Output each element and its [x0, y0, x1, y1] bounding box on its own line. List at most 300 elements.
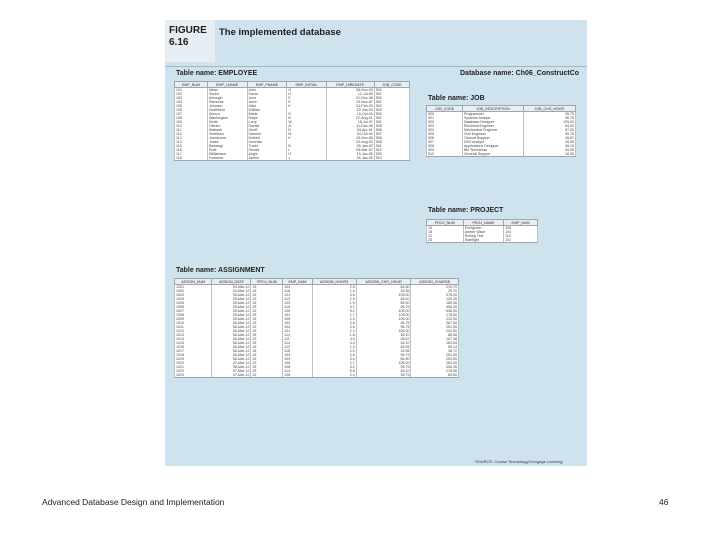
table-cell: 107.48 — [411, 337, 459, 341]
table-cell: 22 — [251, 297, 283, 301]
table-cell: 501 — [374, 120, 409, 124]
table-cell: 25 — [251, 313, 283, 317]
table-cell: 05-Mar-12 — [212, 297, 251, 301]
table-cell: 04-Apr-91 — [326, 128, 374, 132]
table-cell: 163.54 — [411, 341, 459, 345]
table-cell: 15 — [251, 293, 283, 297]
table-cell: B — [287, 116, 326, 120]
table-cell: 35.75 — [523, 112, 575, 117]
table-cell: 510 — [427, 152, 463, 157]
table-cell: 06-Mar-12 — [212, 325, 251, 329]
table-cell: 25.70 — [411, 289, 459, 293]
table-cell: Johnson — [207, 104, 247, 108]
table-cell: 55.78 — [523, 132, 575, 136]
table-cell: 15 — [251, 301, 283, 305]
table-cell: 06-Mar-12 — [212, 337, 251, 341]
table-cell: 12-Jul-89 — [326, 92, 374, 96]
table-cell: 84.50 — [356, 285, 411, 290]
table-cell: 2.0 — [312, 317, 356, 321]
table-cell: 101 — [175, 88, 208, 93]
table-cell: 26.87 — [356, 337, 411, 341]
table-cell: Programmer — [462, 112, 523, 117]
figure-label-word: FIGURE — [169, 25, 207, 36]
table-cell: 22-Jun-04 — [326, 108, 374, 112]
table-cell: 101 — [504, 238, 538, 243]
table-cell: 104 — [283, 353, 312, 357]
table-cell: 18.36 — [356, 349, 411, 353]
table-cell: 507 — [374, 132, 409, 136]
table-cell: 19-Jun-96 — [326, 152, 374, 156]
table-cell: 1012 — [175, 329, 212, 333]
table-cell: 18 — [251, 345, 283, 349]
project-table — [426, 219, 538, 243]
table-cell: 115 — [175, 144, 208, 148]
table-cell: 105.00 — [523, 120, 575, 124]
table-cell: 105.00 — [356, 361, 411, 365]
table-cell: 502 — [427, 120, 463, 124]
table-cell: 105.00 — [356, 329, 411, 333]
table-cell: 114 — [175, 140, 208, 144]
column-header: ASSIGN_DATE — [212, 279, 251, 285]
table-cell: 2.6 — [312, 285, 356, 290]
table-cell: Database Designer — [462, 120, 523, 124]
project-table-label: Table name: PROJECT — [428, 207, 504, 214]
table-cell: 07-Mar-12 — [212, 373, 251, 378]
table-cell: B — [287, 128, 326, 132]
table-cell: 05-Mar-12 — [212, 301, 251, 305]
table-cell: Gerald — [247, 148, 287, 152]
table-cell: 104 — [504, 230, 538, 234]
column-header: PROJ_NAME — [463, 220, 503, 226]
table-cell: 506 — [427, 136, 463, 140]
table-cell: 06-Mar-12 — [212, 349, 251, 353]
table-cell: 508 — [427, 144, 463, 148]
table-cell: Bio Technician — [462, 148, 523, 152]
source-credit: SOURCE: Course Technology/Cengage Learning — [475, 459, 563, 464]
table-cell: H — [287, 92, 326, 96]
table-cell: Mechanical Engineer — [462, 128, 523, 132]
table-cell: 1014 — [175, 337, 212, 341]
column-header: ASSIGN_HOURS — [312, 279, 356, 285]
table-cell: 503 — [427, 124, 463, 128]
table-cell: 105 — [283, 361, 312, 365]
table-cell: 506 — [374, 128, 409, 132]
column-header: ASSIGN_CHARGE — [411, 279, 459, 285]
database-name: Database name: Ch06_ConstructCo — [460, 70, 580, 77]
table-cell: Olenko — [207, 124, 247, 128]
table-cell: 22 — [251, 361, 283, 365]
table-cell: 509 — [374, 152, 409, 156]
table-cell: 25 — [251, 333, 283, 337]
table-cell: 3.8 — [312, 321, 356, 325]
table-cell: 18 — [251, 349, 283, 353]
table-cell: 1019 — [175, 357, 212, 361]
table-cell: 15-Nov-96 — [326, 136, 374, 140]
table-cell: 106 — [283, 373, 312, 378]
job-table-label: Table name: JOB — [428, 95, 485, 102]
table-cell: 1.7 — [312, 313, 356, 317]
table-cell: 1007 — [175, 309, 212, 313]
table-cell: 500 — [374, 108, 409, 112]
table-cell: Clerical Support — [462, 136, 523, 140]
table-cell: H — [287, 152, 326, 156]
assignment-table-label: Table name: ASSIGNMENT — [176, 267, 265, 274]
table-cell: David — [247, 92, 287, 96]
table-cell: 251.55 — [411, 353, 459, 357]
table-cell: 1017 — [175, 349, 212, 353]
table-cell: 120.25 — [411, 297, 459, 301]
table-cell: 96.75 — [356, 365, 411, 369]
page-number: 46 — [659, 497, 669, 507]
table-cell: 102 — [175, 92, 208, 96]
table-cell: 1018 — [175, 353, 212, 357]
table-cell: 114 — [283, 341, 312, 345]
table-cell: 1023 — [175, 373, 212, 378]
table-cell: 510 — [374, 148, 409, 152]
table-cell: 84.50 — [356, 357, 411, 361]
column-header: EMP_INITIAL — [287, 82, 326, 88]
table-row — [427, 152, 576, 157]
table-cell: Pratt — [207, 148, 247, 152]
table-cell: 15 — [251, 317, 283, 321]
table-cell: K — [287, 104, 326, 108]
table-cell: 113 — [504, 234, 538, 238]
table-cell: 509 — [427, 148, 463, 152]
table-cell: 10-Oct-93 — [326, 112, 374, 116]
table-cell: Geoff — [247, 128, 287, 132]
figure-number: 6.16 — [169, 37, 189, 48]
table-cell: 25 — [251, 305, 283, 309]
table-cell: 251.55 — [411, 325, 459, 329]
table-cell: 103 — [283, 301, 312, 305]
table-cell: 1010 — [175, 321, 212, 325]
table-cell: 48.10 — [356, 333, 411, 337]
table-cell: Gerald — [247, 124, 287, 128]
table-cell: 111 — [283, 337, 312, 341]
table-cell: 06-Mar-12 — [212, 329, 251, 333]
table-cell: 501 — [374, 144, 409, 148]
table-cell: 15 — [427, 226, 464, 231]
table-cell: 3.0 — [312, 357, 356, 361]
table-cell: 283.50 — [411, 361, 459, 365]
table-cell: 05-Mar-12 — [212, 317, 251, 321]
figure-title: The implemented database — [219, 27, 341, 38]
table-cell: 105 — [175, 104, 208, 108]
table-cell: 113 — [283, 297, 312, 301]
table-cell: James — [247, 156, 287, 161]
table-cell: 23-Oct-94 — [326, 132, 374, 136]
table-cell: J — [287, 156, 326, 161]
column-header: JOB_CHG_HOUR — [523, 106, 575, 112]
table-cell: 117 — [175, 152, 208, 156]
table-cell: 101 — [283, 313, 312, 317]
table-cell: 108 — [283, 365, 312, 369]
table-cell: 103 — [175, 96, 208, 100]
table-cell: Smith — [207, 120, 247, 124]
table-cell: 3.4 — [312, 341, 356, 345]
table-cell: 2.5 — [312, 297, 356, 301]
table-cell: Bawangi — [207, 144, 247, 148]
table-cell: 18.36 — [523, 152, 575, 157]
table-cell: 18 — [251, 289, 283, 293]
table-cell: 278.98 — [411, 369, 459, 373]
table-cell: K — [287, 136, 326, 140]
table-cell: 2.7 — [312, 361, 356, 365]
table-cell: 1002 — [175, 289, 212, 293]
table-cell: 06-Mar-12 — [212, 341, 251, 345]
table-cell: 07-Mar-12 — [212, 369, 251, 373]
table-cell: 04-Mar-12 — [212, 285, 251, 290]
table-cell: 1005 — [175, 301, 212, 305]
table-cell: 96.75 — [356, 325, 411, 329]
table-cell: 118 — [283, 349, 312, 353]
table-cell: 1011 — [175, 325, 212, 329]
table-cell: 25-Jan-92 — [326, 144, 374, 148]
table-cell: Frommer — [207, 156, 247, 161]
table-cell: 500 — [374, 112, 409, 116]
table-cell: Smithson — [207, 132, 247, 136]
table-cell: 20-Aug-93 — [326, 140, 374, 144]
table-cell: 378.00 — [411, 293, 459, 297]
table-cell: 367.65 — [411, 321, 459, 325]
table-cell: Anne — [247, 100, 287, 104]
table-cell: 105 — [283, 317, 312, 321]
table-cell: 108 — [175, 116, 208, 120]
table-cell: 25 — [251, 365, 283, 369]
table-cell: M — [287, 132, 326, 136]
table-cell: 26.87 — [523, 136, 575, 140]
table-cell: 501 — [374, 116, 409, 120]
table-cell: W — [287, 120, 326, 124]
table-cell: 105.00 — [356, 313, 411, 317]
table-cell: 112 — [175, 132, 208, 136]
table-cell: 2.4 — [312, 373, 356, 378]
table-cell: 500 — [427, 112, 463, 117]
table-cell: 15 — [251, 329, 283, 333]
table-cell: 22 — [251, 373, 283, 378]
table-cell: 96.75 — [356, 305, 411, 309]
table-cell: Smithfield — [207, 108, 247, 112]
table-cell: 06-Mar-12 — [212, 357, 251, 361]
table-cell: 2.6 — [312, 353, 356, 357]
job-table — [426, 105, 576, 157]
table-cell: 210.00 — [411, 317, 459, 321]
table-cell: 18.36 — [356, 289, 411, 293]
table-cell: G — [287, 88, 326, 93]
table-cell: 48.10 — [356, 369, 411, 373]
table-cell: Annelise — [247, 140, 287, 144]
table-cell: 115 — [283, 305, 312, 309]
table-cell: 110 — [175, 124, 208, 128]
table-cell: 86.58 — [411, 333, 459, 337]
footer-text: Advanced Database Design and Implementation — [42, 497, 225, 507]
table-cell: 501 — [374, 92, 409, 96]
table-cell: 118 — [283, 289, 312, 293]
column-header: PROJ_NUM — [427, 220, 464, 226]
table-cell: 18-Jul-97 — [326, 120, 374, 124]
table-row — [427, 238, 538, 243]
table-cell: 1020 — [175, 361, 212, 365]
table-cell: 510 — [374, 156, 409, 161]
table-cell: Applications Designer — [462, 144, 523, 148]
table-cell: 109 — [175, 120, 208, 124]
table-cell: 1001 — [175, 285, 212, 290]
table-cell: 96.75 — [523, 116, 575, 120]
table-cell: 01-Feb-93 — [326, 104, 374, 108]
table-cell: 05-Mar-97 — [326, 148, 374, 152]
table-cell: 2.0 — [312, 349, 356, 353]
table-cell: Wabash — [207, 128, 247, 132]
table-cell: 18 — [427, 230, 464, 234]
table-cell: 06-Mar-12 — [212, 353, 251, 357]
table-cell: Amber Wave — [463, 230, 503, 234]
table-cell: Maria — [247, 112, 287, 116]
table-cell: 253.50 — [411, 357, 459, 361]
table-cell: 2.6 — [312, 325, 356, 329]
table-cell: Ralph — [247, 116, 287, 120]
table-cell: 1022 — [175, 369, 212, 373]
table-cell: 501 — [427, 116, 463, 120]
table-cell: 105.00 — [356, 317, 411, 321]
table-cell: 15 — [251, 285, 283, 290]
table-cell: 06-Mar-12 — [212, 345, 251, 349]
column-header: JOB_CODE — [374, 82, 409, 88]
table-cell: 34.55 — [523, 148, 575, 152]
table-cell: 500 — [374, 96, 409, 100]
table-cell: 07-Mar-12 — [212, 361, 251, 365]
table-cell: 104 — [283, 325, 312, 329]
table-cell: 112 — [283, 345, 312, 349]
table-cell: 113 — [175, 136, 208, 140]
table-cell: Ramoras — [207, 100, 247, 104]
table-cell: 84.50 — [356, 301, 411, 305]
table-cell: 11-Dec-95 — [326, 124, 374, 128]
table-cell: 2.3 — [312, 329, 356, 333]
table-cell: 05-Mar-12 — [212, 313, 251, 317]
table-cell: 18 — [251, 353, 283, 357]
table-cell: 22 — [427, 234, 464, 238]
table-cell: 116 — [175, 148, 208, 152]
table-cell: Alonzo — [207, 112, 247, 116]
table-cell: 105.00 — [356, 293, 411, 297]
table-cell: 04-Jan-05 — [326, 156, 374, 161]
table-cell: 85.80 — [411, 373, 459, 378]
table-cell: 501 — [374, 100, 409, 104]
table-cell: 22-Aug-91 — [326, 116, 374, 120]
column-header: PROJ_NUM — [251, 279, 283, 285]
table-cell: 546.00 — [411, 309, 459, 313]
table-cell: DSS Analyst — [462, 140, 523, 144]
table-cell: 502 — [374, 104, 409, 108]
table-cell: 48.10 — [356, 341, 411, 345]
table-cell: 406.35 — [411, 305, 459, 309]
table-cell: 101 — [283, 293, 312, 297]
employee-table — [174, 81, 410, 161]
table-cell: 1015 — [175, 341, 212, 345]
table-cell: 111 — [175, 128, 208, 132]
table-cell: 05-Mar-12 — [212, 305, 251, 309]
table-cell: 105 — [504, 226, 538, 231]
table-cell: 1009 — [175, 317, 212, 321]
column-header: JOB_CODE — [427, 106, 463, 112]
table-cell: 84.50 — [523, 124, 575, 128]
table-cell: 96.75 — [356, 321, 411, 325]
table-cell: 505 — [427, 132, 463, 136]
table-cell: 06-Mar-12 — [212, 333, 251, 337]
table-cell: K — [287, 100, 326, 104]
column-header: EMP_NUM — [175, 82, 208, 88]
table-cell: John — [247, 88, 287, 93]
table-cell: June — [247, 96, 287, 100]
table-cell: 505 — [374, 124, 409, 128]
table-cell: Evergreen — [463, 226, 503, 231]
column-header: EMP_NUM — [283, 279, 312, 285]
table-cell: 08-Mar-12 — [212, 365, 251, 369]
table-cell: 160.55 — [411, 301, 459, 305]
table-cell: 67.90 — [523, 128, 575, 132]
column-header: ASSIGN_CHG_HOUR — [356, 279, 411, 285]
table-cell: 3.6 — [312, 293, 356, 297]
table-cell: William — [247, 108, 287, 112]
table-cell: General Support — [462, 152, 523, 157]
table-cell: 1013 — [175, 333, 212, 337]
column-header: EMP_FNAME — [247, 82, 287, 88]
table-cell: Larry — [247, 120, 287, 124]
table-cell: Joenbrood — [207, 136, 247, 140]
table-cell: 22 — [251, 337, 283, 341]
table-cell: Delbert — [247, 136, 287, 140]
table-cell: 1006 — [175, 305, 212, 309]
table-cell: 1003 — [175, 293, 212, 297]
column-header: EMP_LNAME — [207, 82, 247, 88]
table-cell: 15 — [251, 321, 283, 325]
table-cell: Travis — [247, 144, 287, 148]
table-cell: 96.75 — [356, 353, 411, 357]
table-cell: Rolling Tide — [463, 234, 503, 238]
table-cell: 106 — [175, 108, 208, 112]
employee-table-label: Table name: EMPLOYEE — [176, 70, 258, 77]
table-cell: D — [287, 112, 326, 116]
table-cell: 01-Dec-96 — [326, 96, 374, 100]
table-cell: Washington — [207, 116, 247, 120]
table-cell: 504 — [427, 128, 463, 132]
table-cell: 15-Nov-87 — [326, 100, 374, 104]
table-cell: 4.2 — [312, 365, 356, 369]
table-cell: 35.75 — [356, 373, 411, 378]
table-cell: 05-Mar-12 — [212, 309, 251, 313]
table-cell: 104 — [175, 100, 208, 104]
table-cell: 114 — [283, 369, 312, 373]
table-cell: 45.95 — [356, 345, 411, 349]
table-cell: 4.0 — [312, 337, 356, 341]
table-cell: 1008 — [175, 313, 212, 317]
table-cell: 1016 — [175, 345, 212, 349]
table-cell: 178.50 — [411, 313, 459, 317]
table-cell: 15 — [251, 357, 283, 361]
table-cell: 1004 — [175, 297, 212, 301]
column-header: EMP_NUM — [504, 220, 538, 226]
table-cell: 103 — [283, 357, 312, 361]
assignment-table — [174, 278, 459, 378]
table-cell: 219.70 — [411, 285, 459, 290]
table-cell: 105.00 — [356, 309, 411, 313]
table-cell: 06-Mar-12 — [212, 321, 251, 325]
table-cell: 5.2 — [312, 309, 356, 313]
table-cell: Alice — [247, 104, 287, 108]
table-cell: 5.8 — [312, 369, 356, 373]
table-cell: Systems Analyst — [462, 116, 523, 120]
column-header: EMP_HIREDATE — [326, 82, 374, 88]
